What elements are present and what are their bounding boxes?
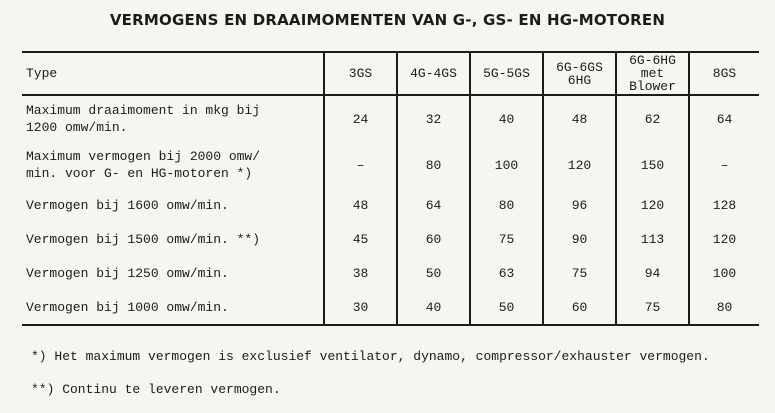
row-label: Vermogen bij 1500 omw/min. **) <box>26 231 261 247</box>
row-label: Maximum draaimoment in mkg bij 1200 omw/min. <box>26 103 261 135</box>
table-cell: 40 <box>470 95 543 142</box>
table-cell: – <box>324 142 397 188</box>
header-8gs: 8GS <box>689 52 759 95</box>
table-cell: 75 <box>470 222 543 256</box>
table-cell: 45 <box>324 222 397 256</box>
header-6g-6hg-blower: 6G-6HG met Blower <box>616 52 689 95</box>
table-cell: 150 <box>616 142 689 188</box>
table-cell: 120 <box>689 222 759 256</box>
table-cell: 62 <box>616 95 689 142</box>
table-cell: 94 <box>616 256 689 290</box>
table-row <box>22 256 759 290</box>
table-cell: 60 <box>543 290 616 325</box>
table-cell: 38 <box>324 256 397 290</box>
table-cell: 24 <box>324 95 397 142</box>
table-cell: 50 <box>397 256 470 290</box>
header-3gs: 3GS <box>324 52 397 95</box>
table-row <box>22 290 759 325</box>
footnote-continuous-power: **) Continu te leveren vermogen. <box>31 382 281 397</box>
header-5g-5gs: 5G-5GS <box>470 52 543 95</box>
table-cell: 80 <box>689 290 759 325</box>
table-cell: 80 <box>470 188 543 222</box>
row-label: Maximum vermogen bij 2000 omw/ min. voor G- en HG-motoren *) <box>26 149 261 181</box>
table-cell: 128 <box>689 188 759 222</box>
table-header-row <box>22 52 759 95</box>
page-title: VERMOGENS EN DRAAIMOMENTEN VAN G-, GS- EN HG-MOTOREN <box>109 11 666 29</box>
table-cell: 48 <box>324 188 397 222</box>
table-cell: 50 <box>470 290 543 325</box>
table-cell: 40 <box>397 290 470 325</box>
table-cell: 48 <box>543 95 616 142</box>
table-cell: 90 <box>543 222 616 256</box>
table-cell: 75 <box>616 290 689 325</box>
engine-spec-table <box>22 51 759 326</box>
footnote-max-power: *) Het maximum vermogen is exclusief ventilator, dynamo, compressor/exhauster vermogen. <box>31 349 710 364</box>
table-row <box>22 142 759 188</box>
table-cell: 96 <box>543 188 616 222</box>
table-cell: 100 <box>470 142 543 188</box>
table-cell: 32 <box>397 95 470 142</box>
row-label: Vermogen bij 1250 omw/min. <box>26 265 229 281</box>
table-cell: 64 <box>397 188 470 222</box>
table-cell: 63 <box>470 256 543 290</box>
header-type: Type <box>22 52 324 95</box>
table-cell: 60 <box>397 222 470 256</box>
table-cell: 120 <box>543 142 616 188</box>
table-cell: 113 <box>616 222 689 256</box>
table-cell: 75 <box>543 256 616 290</box>
table-cell: 120 <box>616 188 689 222</box>
table-row <box>22 95 759 142</box>
table-cell: 100 <box>689 256 759 290</box>
row-label: Vermogen bij 1600 omw/min. <box>26 197 229 213</box>
table-cell: – <box>689 142 759 188</box>
table-cell: 64 <box>689 95 759 142</box>
header-6g-6gs-6hg: 6G-6GS 6HG <box>543 52 616 95</box>
row-label: Vermogen bij 1000 omw/min. <box>22 290 324 325</box>
header-4g-4gs: 4G-4GS <box>397 52 470 95</box>
table-row <box>22 188 759 222</box>
table-cell: 80 <box>397 142 470 188</box>
table-row <box>22 222 759 256</box>
table-cell: 30 <box>324 290 397 325</box>
